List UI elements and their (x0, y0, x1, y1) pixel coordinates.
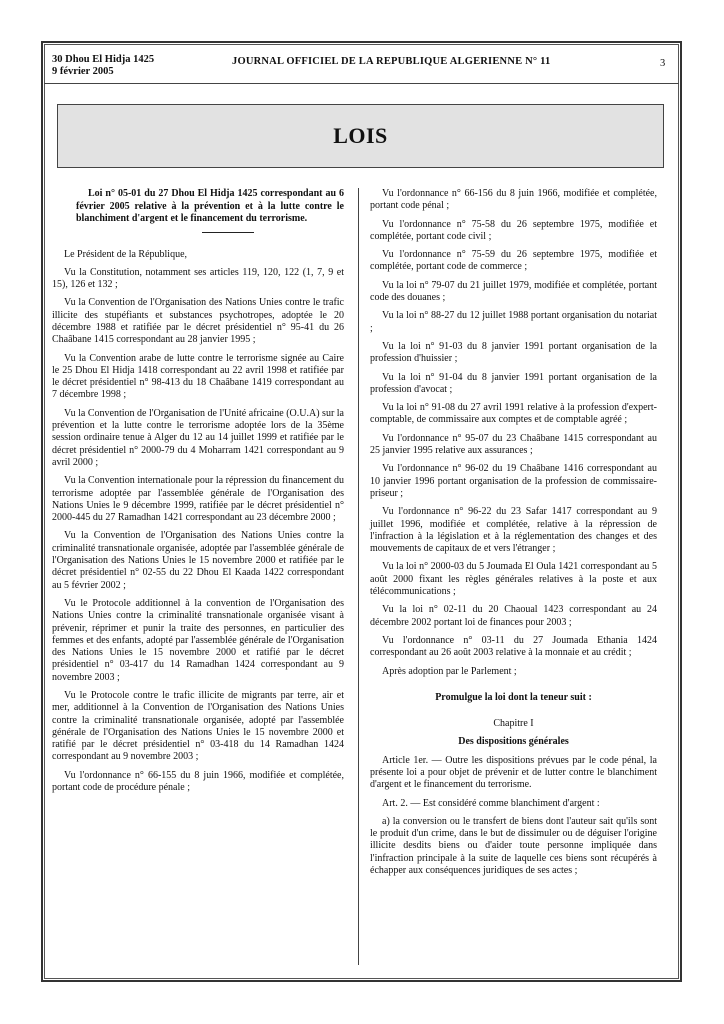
left-paragraph: Vu le Protocole additionnel à la convention de l'Organisation des Nations Unies contre la criminalité transnationale organisée visant à prévenir, réprimer et punir la traite des personnes, en particulier des femmes et des enfants, adopté par l'assemblée générale de l'Organisation des Nations Unies le 15 novembre 2000 et ratifié par le décret présidentiel n° 03-417 du 14 Ramadhan 1424 correspondant au 9 novembre 2003 ; (52, 597, 344, 683)
header-divider (44, 83, 679, 84)
chapter-title: Des dispositions générales (458, 736, 569, 748)
right-paragraph: Vu la loi n° 91-08 du 27 avril 1991 relative à la profession d'expert-comptable, de commissaire aux comptes et de comptable agréé ; (370, 402, 657, 426)
column-divider (358, 188, 359, 965)
law-title-rule (202, 232, 254, 233)
header-dates (52, 54, 154, 78)
journal-title: JOURNAL OFFICIEL DE LA REPUBLIQUE ALGERIENNE N° 11 (232, 56, 551, 67)
left-paragraph: Le Président de la République, (64, 248, 188, 260)
right-paragraph: Vu la loi n° 88-27 du 12 juillet 1988 portant organisation du notariat ; (370, 310, 657, 334)
article-2-item-a: a) la conversion ou le transfert de biens dont l'auteur sait qu'ils sont le produit d'un crime, dans le but de dissimuler ou de déguiser l'origine illicite desdits biens ou d'aider toute personne impliquée dans l'infraction principale à la suite de laquelle ces biens sont récupérés à échapper aux conséquences juridiques de ses actes ; (370, 815, 657, 877)
right-paragraph: Vu l'ordonnance n° 75-59 du 26 septembre 1975, modifiée et complétée, portant code de commerce ; (370, 249, 657, 273)
left-paragraph: Vu la Constitution, notamment ses articles 119, 120, 122 (1, 7, 9 et 15), 126 et 132 ; (52, 266, 344, 291)
right-paragraph: Vu l'ordonnance n° 03-11 du 27 Joumada Ethania 1424 correspondant au 26 août 2003 relative à la monnaie et au crédit ; (370, 634, 657, 659)
header-date-hijri: 30 Dhou El Hidja 1425 (52, 54, 155, 65)
left-paragraph: Vu la Convention de l'Organisation de l'Unité africaine (O.U.A) sur la prévention et la lutte contre le terrorisme adoptée lors de la 35ème session ordinaire tenue à Alger du 12 au 14 juillet 1999 et ratifiée par le décret présidentiel n° 2000-79 du 4 Moharram 1421 correspondant au 9 avril 2000 ; (52, 407, 344, 468)
left-paragraph: Vu la Convention de l'Organisation des Nations Unies contre la criminalité transnationale organisée, adoptée par l'assemblée générale de l'Organisation des Nations Unies le 15 novembre 2000 et ratifiée par le décret présidentiel n° 02-55 du 22 Dhou El Kaada 1422 correspondant au 5 février 2002 ; (52, 530, 344, 591)
section-title: LOIS (333, 123, 388, 148)
law-title: Loi n° 05-01 du 27 Dhou El Hidja 1425 correspondant au 6 février 2005 relative à la prévention et à la lutte contre le blanchiment d'argent et le financement du terrorisme. (76, 188, 344, 224)
left-paragraph: Vu la Convention internationale pour la répression du financement du terrorisme adoptée par l'assemblée générale de l'Organisation des Nations Unies le 9 décembre 1999, ratifiée par le décret présidentiel n° 2000-445 du 27 Ramadhan 1421 correspondant au 23 décembre 2000 ; (52, 475, 344, 524)
article-1: Article 1er. — Outre les dispositions prévues par le code pénal, la présente loi a pour objet de prévenir et de lutter contre le blanchiment d'argent et le financement du terrorisme. (370, 754, 657, 791)
right-paragraph: Vu l'ordonnance n° 96-02 du 19 Chaâbane 1416 correspondant au 10 janvier 1996 portant organisation de la profession de commissaire-priseur ; (370, 463, 657, 499)
article-2: Art. 2. — Est considéré comme blanchiment d'argent : (382, 797, 600, 809)
right-paragraph: Vu la loi n° 91-03 du 8 janvier 1991 portant organisation de la profession d'huissier ; (370, 340, 657, 365)
header-date-gregorian: 9 février 2005 (52, 66, 114, 77)
right-paragraph: Vu l'ordonnance n° 66-156 du 8 juin 1966, modifiée et complétée, portant code pénal ; (370, 188, 657, 212)
right-paragraph: Vu la loi n° 79-07 du 21 juillet 1979, modifiée et complétée, portant code des douanes ; (370, 279, 657, 304)
section-banner (57, 104, 664, 168)
left-column (52, 188, 344, 800)
right-paragraph: Vu l'ordonnance n° 75-58 du 26 septembre 1975, modifiée et complétée, portant code civil ; (370, 218, 657, 242)
promulgation-line: Promulgue la loi dont la teneur suit : (435, 691, 592, 703)
right-paragraph: Vu la loi n° 2000-03 du 5 Joumada El Oula 1421 correspondant au 5 août 2000 fixant les règles générales relatives à la poste et aux télécommunications ; (370, 561, 657, 598)
right-paragraph: Vu l'ordonnance n° 96-22 du 23 Safar 1417 correspondant au 9 juillet 1996, modifiée et complétée, relative à la répression de l'infraction à la législation et à la réglementation des changes et des mouvements de capitaux de et vers l'étranger ; (370, 506, 657, 555)
right-paragraph: Vu la loi n° 02-11 du 20 Chaoual 1423 correspondant au 24 décembre 2002 portant loi de finances pour 2003 ; (370, 604, 657, 628)
left-paragraph: Vu la Convention de l'Organisation des Nations Unies contre le trafic illicite des stupéfiants et substances psychotropes, adoptée le 20 décembre 1988 et ratifiée par le décret présidentiel n° 95-41 du 26 Chaâbane 1415 correspondant au 28 janvier 1995 ; (52, 297, 344, 346)
left-paragraph: Vu le Protocole contre le trafic illicite de migrants par terre, air et mer, additionnel à la Convention de l'Organisation des Nations Unies contre la criminalité transnationale organisée, adopté par l'assemblée générale de l'Organisation des Nations Unies le 15 novembre 2000 et ratifié par le décret présidentiel n° 03-418 du 14 Ramadhan 1424 correspondant au 9 novembre 2003 ; (52, 690, 344, 763)
chapter-number: Chapitre I (493, 718, 534, 730)
right-column (370, 188, 657, 883)
left-paragraph: Vu l'ordonnance n° 66-155 du 8 juin 1966, modifiée et complétée, portant code de procédure pénale ; (52, 769, 344, 794)
right-paragraph: Après adoption par le Parlement ; (382, 665, 517, 677)
left-paragraph: Vu la Convention arabe de lutte contre le terrorisme signée au Caire le 25 Dhou El Hidja 1418 correspondant au 22 avril 1998 et ratifiée par le décret présidentiel n° 98-413 du 18 Chaâbane 1419 correspondant au 7 décembre 1998 ; (52, 352, 344, 401)
right-paragraph: Vu la loi n° 91-04 du 8 janvier 1991 portant organisation de la profession d'avocat ; (370, 371, 657, 395)
right-paragraph: Vu l'ordonnance n° 95-07 du 23 Chaâbane 1415 correspondant au 25 janvier 1995 relative aux assurances ; (370, 432, 657, 457)
page-number: 3 (660, 58, 666, 69)
